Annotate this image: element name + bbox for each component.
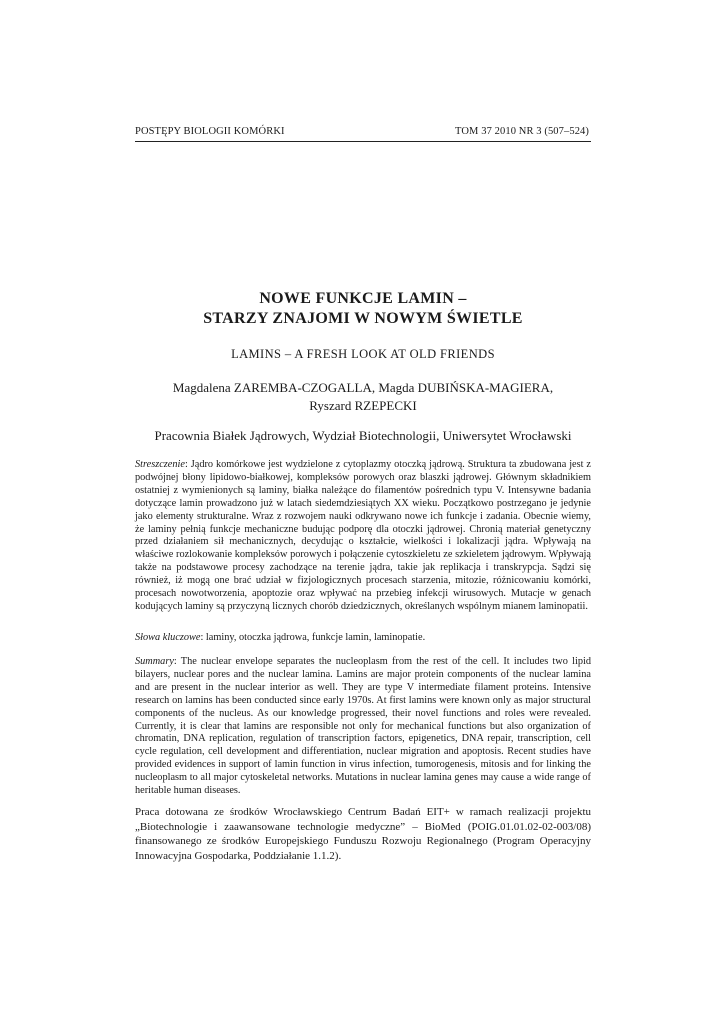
abstract-polish-label: Streszczenie bbox=[135, 459, 185, 470]
funding-note: Praca dotowana ze środków Wrocławskiego Centrum Badań EIT+ w ramach realizacji projektu „Biotechnologie i zaawansowane technologie medyczne” – BioMed (POIG.01.01.02-02-003/08) finansowanego ze środków Europejskiego Funduszu Rozwoju Regionalnego (Program Operacyjny Innowacyjna Gospodarka, Poddziałanie 1.1.2). bbox=[135, 806, 591, 862]
authors bbox=[135, 379, 591, 415]
keywords-label: Słowa kluczowe bbox=[135, 632, 201, 643]
abstract-polish bbox=[135, 459, 591, 614]
title-line-2: STARZY ZNAJOMI W NOWYM ŚWIETLE bbox=[203, 310, 523, 327]
journal-name: POSTĘPY BIOLOGII KOMÓRKI bbox=[135, 126, 285, 137]
running-header bbox=[135, 126, 589, 137]
issue-info: TOM 37 2010 NR 3 (507–524) bbox=[455, 126, 589, 137]
keywords bbox=[135, 632, 591, 645]
abstract-english bbox=[135, 656, 591, 798]
authors-line-1: Magdalena ZAREMBA-CZOGALLA, Magda DUBIŃSKA-MAGIERA, bbox=[172, 380, 554, 395]
article-title bbox=[135, 289, 591, 329]
summary-label: Summary bbox=[135, 656, 174, 667]
abstract-polish-text: : Jądro komórkowe jest wydzielone z cytoplazmy otoczką jądrową. Struktura ta zbudowana jest z podwójnej błony lipidowo-białkowej, kompleksów porowych oraz blaszki jądrowej. Głównym składnikiem ostatniej z wymienionych są laminy, białka należące do filamentów pośrednich typu V. Intensywne badania dotyczące lamin prowadzono już w latach siedemdziesiątych XX wieku. Początkowo postrzegano je jedynie jako elementy strukturalne. Wraz z rozwojem nauki odkrywano nowe ich funkcje i zadania. Obecnie wiemy, że laminy pełnią funkcje mechaniczne budując podporę dla otoczki jądrowej. Chronią materiał genetyczny przed działaniem sił mechanicznych, decydując o kształcie, wielkości i lokalizacji jądra. Wpływają na właściwe rozlokowanie kompleksów porowych i połączenie cytoszkieletu ze szkieletem jądrowym. Wpływają także na podstawowe procesy zachodzące na terenie jądra, takie jak replikacja i transkrypcja. Sądzi się również, iż mogą one brać udział w fizjologicznych procesach starzenia, mitozie, różnicowaniu komórki, procesach nowotworzenia, apoptozie oraz wpływać na przebieg infekcji wirusowych. Mutacje w genach kodujących laminy są przyczyną licznych chorób dziedzicznych, określanych wspólnym mianem laminopatii. bbox=[135, 459, 591, 612]
affiliation: Pracownia Białek Jądrowych, Wydział Biotechnologii, Uniwersytet Wrocławski bbox=[154, 428, 572, 443]
authors-line-2: Ryszard RZEPECKI bbox=[309, 398, 417, 413]
title-line-1: NOWE FUNKCJE LAMIN – bbox=[259, 290, 467, 307]
summary-text: : The nuclear envelope separates the nucleoplasm from the rest of the cell. It includes two lipid bilayers, nuclear pores and the nuclear lamina. Lamins are major protein components of the nuclear lamina and are present in the nuclear interior as well. They are type V intermediate filament proteins. Intensive research on lamins has been conducted since early 1970s. At first lamins were known only as major structural components of the nucleus. As our knowledge progressed, their novel functions and roles were revealed. Currently, it is clear that lamins are responsible not only for mechanical functions but also organization of chromatin, DNA replication, regulation of transcription factors, epigenetics, DNA repair, transcription, cell cycle regulation, cell development and differentiation, nuclear migration and apoptosis. Recent studies have provided evidences in support of lamin function in virus infection, tumorogenesis, mitosis and for linking the nucleoplasm to all major cytoskeletal networks. Mutations in nuclear lamina genes may cause a wide range of heritable human diseases. bbox=[135, 656, 591, 797]
keywords-text: : laminy, otoczka jądrowa, funkcje lamin, laminopatie. bbox=[200, 632, 426, 643]
english-title: LAMINS – A FRESH LOOK AT OLD FRIENDS bbox=[231, 347, 495, 361]
header-rule bbox=[135, 141, 591, 142]
